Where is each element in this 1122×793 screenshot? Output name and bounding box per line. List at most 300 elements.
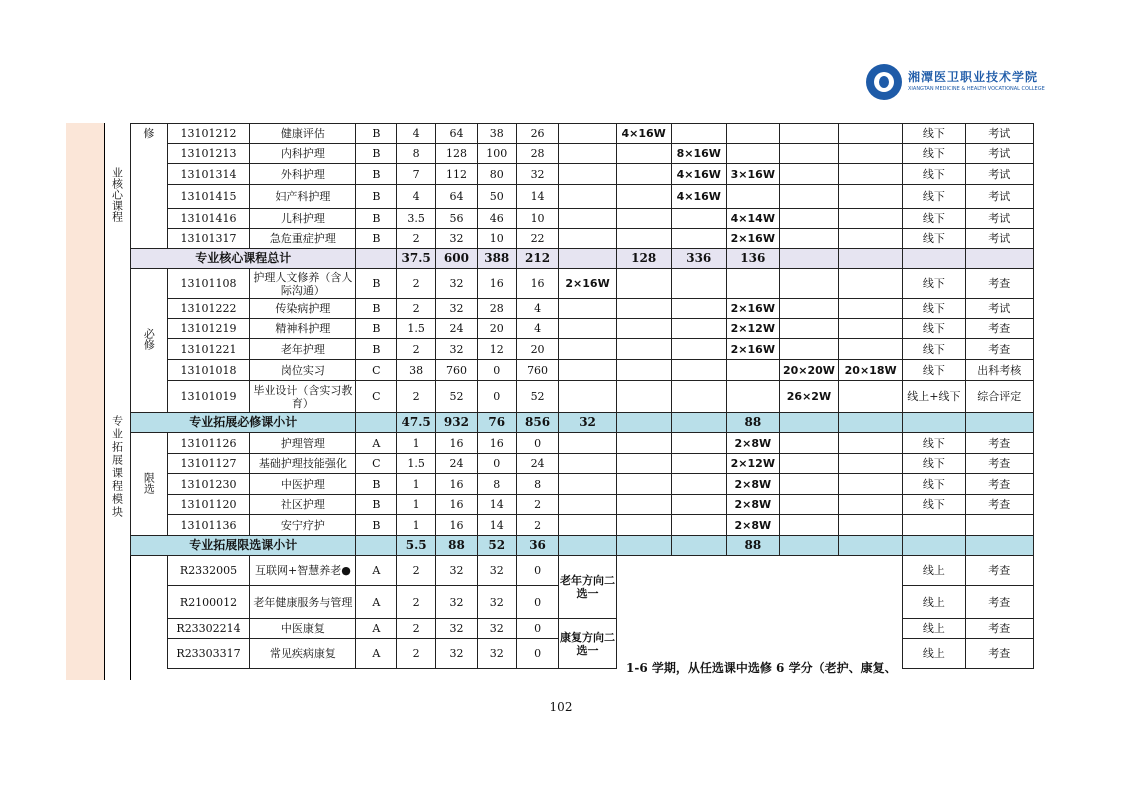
semester-4: 88 [726, 413, 779, 433]
course-code: 13101416 [167, 209, 250, 229]
course-name: 老年健康服务与管理 [250, 586, 356, 619]
total-hours: 16 [436, 515, 478, 536]
course-name: 外科护理 [250, 164, 356, 185]
semester-6 [839, 269, 903, 299]
semester-5: 26×2W [779, 381, 838, 413]
assessment: 考试 [965, 164, 1033, 185]
course-code: 13101317 [167, 229, 250, 249]
practice-hours: 0 [516, 433, 559, 454]
semester-2 [616, 495, 671, 515]
semester-2 [616, 144, 671, 164]
total-hours: 32 [436, 269, 478, 299]
semester-4: 2×12W [726, 319, 779, 339]
semester-5 [779, 454, 838, 474]
credit: 2 [397, 381, 436, 413]
total-hours: 56 [436, 209, 478, 229]
semester-6 [839, 495, 903, 515]
semester-6 [839, 144, 903, 164]
semester-3 [671, 360, 726, 381]
subtotal-row [104, 536, 1034, 556]
semester-5 [779, 144, 838, 164]
practice-hours: 760 [516, 360, 559, 381]
category: B [356, 144, 397, 164]
theory-hours: 16 [477, 269, 516, 299]
module-label-expansion [104, 269, 131, 669]
semester-4: 2×8W [726, 515, 779, 536]
semester-4 [726, 360, 779, 381]
semester-5 [779, 269, 838, 299]
assessment: 考查 [965, 474, 1033, 495]
theory-hours: 14 [477, 515, 516, 536]
theory-hours: 8 [477, 474, 516, 495]
course-name: 常见疾病康复 [250, 639, 356, 669]
theory-hours: 0 [477, 360, 516, 381]
course-code: 13101120 [167, 495, 250, 515]
theory-hours: 20 [477, 319, 516, 339]
total-hours: 16 [436, 474, 478, 495]
semester-6 [839, 209, 903, 229]
semester-3 [671, 413, 726, 433]
total-hours: 32 [436, 639, 478, 669]
category: A [356, 556, 397, 586]
category: B [356, 299, 397, 319]
semester-3 [671, 269, 726, 299]
theory-hours: 0 [477, 454, 516, 474]
category: A [356, 586, 397, 619]
total-hours: 600 [436, 249, 478, 269]
semester-3 [671, 454, 726, 474]
course-code: 13101213 [167, 144, 250, 164]
semester-1 [559, 339, 616, 360]
credit: 1 [397, 433, 436, 454]
semester-6 [839, 185, 903, 209]
theory-hours: 100 [477, 144, 516, 164]
semester-4 [726, 185, 779, 209]
theory-hours: 388 [477, 249, 516, 269]
semester-5 [779, 209, 838, 229]
theory-hours: 32 [477, 639, 516, 669]
semester-6 [839, 299, 903, 319]
teaching-mode: 线下 [903, 185, 965, 209]
total-hours: 64 [436, 124, 478, 144]
semester-6 [839, 319, 903, 339]
practice-hours: 14 [516, 185, 559, 209]
course-code: 13101212 [167, 124, 250, 144]
semester-5 [779, 433, 838, 454]
total-hours: 32 [436, 556, 478, 586]
teaching-mode: 线上+线下 [903, 381, 965, 413]
table-row [104, 360, 1034, 381]
semester-6 [839, 124, 903, 144]
semester-3 [671, 124, 726, 144]
semester-2 [616, 536, 671, 556]
credit: 4 [397, 124, 436, 144]
theory-hours: 50 [477, 185, 516, 209]
total-hours: 128 [436, 144, 478, 164]
category: B [356, 124, 397, 144]
teaching-mode: 线上 [903, 556, 965, 586]
teaching-mode: 线下 [903, 339, 965, 360]
total-hours: 88 [436, 536, 478, 556]
semester-6 [839, 515, 903, 536]
theory-hours: 76 [477, 413, 516, 433]
credit: 5.5 [397, 536, 436, 556]
semester-5 [779, 249, 838, 269]
subtotal-row [104, 413, 1034, 433]
semester-2 [616, 413, 671, 433]
type-label [131, 269, 168, 413]
semester-1 [559, 319, 616, 339]
semester-4: 2×8W [726, 433, 779, 454]
table-row [104, 269, 1034, 299]
table-row [104, 556, 1034, 586]
assessment [965, 249, 1033, 269]
teaching-mode [903, 249, 965, 269]
assessment: 考查 [965, 339, 1033, 360]
semester-1: 2×16W [559, 269, 616, 299]
practice-hours: 52 [516, 381, 559, 413]
course-name: 社区护理 [250, 495, 356, 515]
teaching-mode: 线下 [903, 124, 965, 144]
assessment: 考查 [965, 269, 1033, 299]
assessment: 考试 [965, 209, 1033, 229]
assessment: 考查 [965, 319, 1033, 339]
semester-6 [839, 536, 903, 556]
semester-6 [839, 339, 903, 360]
semester-5 [779, 229, 838, 249]
semester-2 [616, 433, 671, 454]
practice-hours: 36 [516, 536, 559, 556]
semester-6 [839, 164, 903, 185]
total-hours: 112 [436, 164, 478, 185]
practice-hours: 2 [516, 515, 559, 536]
table-row [104, 164, 1034, 185]
semester-4 [726, 124, 779, 144]
course-code: R23302214 [167, 619, 250, 639]
total-hours: 16 [436, 495, 478, 515]
assessment: 考试 [965, 229, 1033, 249]
table-row [104, 209, 1034, 229]
semester-4: 136 [726, 249, 779, 269]
semester-1 [559, 360, 616, 381]
theory-hours: 0 [477, 381, 516, 413]
semester-4: 2×16W [726, 229, 779, 249]
total-label: 专业核心课程总计 [131, 249, 356, 269]
table-row [104, 339, 1034, 360]
category [356, 536, 397, 556]
semester-1 [559, 209, 616, 229]
credit: 37.5 [397, 249, 436, 269]
semester-4: 2×16W [726, 299, 779, 319]
semester-3: 8×16W [671, 144, 726, 164]
semester-1 [559, 474, 616, 495]
course-name: 健康评估 [250, 124, 356, 144]
category: B [356, 164, 397, 185]
direction-rehab: 康复方向二选一 [559, 619, 616, 669]
table-row [104, 319, 1034, 339]
semester-4 [726, 144, 779, 164]
semester-2 [616, 229, 671, 249]
subtotal-label: 专业拓展必修课小计 [131, 413, 356, 433]
teaching-mode: 线下 [903, 433, 965, 454]
practice-hours: 856 [516, 413, 559, 433]
semester-1 [559, 299, 616, 319]
course-name: 传染病护理 [250, 299, 356, 319]
theory-hours: 10 [477, 229, 516, 249]
teaching-mode: 线上 [903, 639, 965, 669]
semester-2 [616, 360, 671, 381]
teaching-mode: 线下 [903, 144, 965, 164]
category: A [356, 619, 397, 639]
practice-hours: 0 [516, 619, 559, 639]
type-label: 修 [131, 124, 168, 249]
semester-1 [559, 185, 616, 209]
semester-3 [671, 515, 726, 536]
course-name: 中医护理 [250, 474, 356, 495]
assessment: 考查 [965, 433, 1033, 454]
subtotal-label: 专业拓展限选课小计 [131, 536, 356, 556]
semester-5 [779, 536, 838, 556]
theory-hours: 12 [477, 339, 516, 360]
semester-2 [616, 299, 671, 319]
course-code: 13101019 [167, 381, 250, 413]
teaching-mode: 线下 [903, 269, 965, 299]
semester-3: 4×16W [671, 185, 726, 209]
course-name: 老年护理 [250, 339, 356, 360]
semester-2 [616, 319, 671, 339]
semester-6: 20×18W [839, 360, 903, 381]
credit: 2 [397, 619, 436, 639]
course-code: 13101136 [167, 515, 250, 536]
category: C [356, 454, 397, 474]
theory-hours: 52 [477, 536, 516, 556]
course-name: 内科护理 [250, 144, 356, 164]
credit: 2 [397, 586, 436, 619]
course-name: 护理管理 [250, 433, 356, 454]
semester-4: 4×14W [726, 209, 779, 229]
semester-6 [839, 413, 903, 433]
assessment [965, 413, 1033, 433]
teaching-mode: 线下 [903, 454, 965, 474]
assessment: 考查 [965, 556, 1033, 586]
semester-1 [559, 124, 616, 144]
semester-5 [779, 474, 838, 495]
semester-4: 2×8W [726, 474, 779, 495]
credit: 1 [397, 515, 436, 536]
total-hours: 24 [436, 319, 478, 339]
total-hours: 16 [436, 433, 478, 454]
table-row [104, 515, 1034, 536]
semester-4 [726, 269, 779, 299]
direction-elder: 老年方向二选一 [559, 556, 616, 619]
course-name: 护理人文修养（含人际沟通） [250, 269, 356, 299]
semester-5 [779, 319, 838, 339]
table-row [104, 229, 1034, 249]
semester-3 [671, 381, 726, 413]
semester-2 [616, 339, 671, 360]
course-code: 13101222 [167, 299, 250, 319]
type-label-text: 限选 [142, 471, 156, 494]
curriculum-table [104, 123, 1034, 669]
category: B [356, 185, 397, 209]
credit: 2 [397, 639, 436, 669]
total-row [104, 249, 1034, 269]
semester-2 [616, 209, 671, 229]
semester-3 [671, 474, 726, 495]
semester-1 [559, 249, 616, 269]
assessment: 考查 [965, 454, 1033, 474]
semester-1 [559, 381, 616, 413]
practice-hours: 26 [516, 124, 559, 144]
semester-5 [779, 185, 838, 209]
table-row [104, 433, 1034, 454]
theory-hours: 32 [477, 556, 516, 586]
course-code: 13101230 [167, 474, 250, 495]
semester-4 [726, 381, 779, 413]
teaching-mode: 线下 [903, 209, 965, 229]
semester-5 [779, 413, 838, 433]
category [356, 413, 397, 433]
category: B [356, 209, 397, 229]
semester-5: 20×20W [779, 360, 838, 381]
teaching-mode [903, 536, 965, 556]
teaching-mode: 线上 [903, 586, 965, 619]
semester-1 [559, 515, 616, 536]
semester-1 [559, 495, 616, 515]
semester-4: 2×8W [726, 495, 779, 515]
semester-4: 3×16W [726, 164, 779, 185]
course-name: 基础护理技能强化 [250, 454, 356, 474]
assessment: 考查 [965, 639, 1033, 669]
total-hours: 64 [436, 185, 478, 209]
assessment: 考查 [965, 619, 1033, 639]
college-logo [866, 64, 1045, 104]
theory-hours: 32 [477, 586, 516, 619]
module-core-text: 业核心课程 [110, 167, 124, 222]
credit: 1 [397, 474, 436, 495]
category [356, 249, 397, 269]
total-hours: 24 [436, 454, 478, 474]
credit: 3.5 [397, 209, 436, 229]
practice-hours: 8 [516, 474, 559, 495]
semester-5 [779, 299, 838, 319]
category: A [356, 639, 397, 669]
course-code: 13101314 [167, 164, 250, 185]
credit: 7 [397, 164, 436, 185]
semester-2 [616, 454, 671, 474]
course-code: 13101127 [167, 454, 250, 474]
semester-6 [839, 433, 903, 454]
table-row [104, 495, 1034, 515]
table-row [104, 144, 1034, 164]
type-label-text: 必修 [142, 328, 156, 350]
course-name: 安宁疗护 [250, 515, 356, 536]
practice-hours: 212 [516, 249, 559, 269]
category: B [356, 495, 397, 515]
assessment [965, 515, 1033, 536]
page-number: 102 [549, 700, 573, 714]
semester-3 [671, 209, 726, 229]
module-label-core [104, 124, 131, 269]
logo-chinese-name: 湘潭医卫职业技术学院 [908, 70, 1039, 84]
teaching-mode: 线上 [903, 619, 965, 639]
semester-1 [559, 536, 616, 556]
practice-hours: 0 [516, 639, 559, 669]
semester-1: 32 [559, 413, 616, 433]
semester-1 [559, 144, 616, 164]
credit: 1.5 [397, 454, 436, 474]
practice-hours: 28 [516, 144, 559, 164]
semester-2 [616, 474, 671, 495]
course-code: 13101018 [167, 360, 250, 381]
category: B [356, 269, 397, 299]
credit: 2 [397, 269, 436, 299]
category: B [356, 515, 397, 536]
teaching-mode: 线下 [903, 229, 965, 249]
practice-hours: 0 [516, 556, 559, 586]
course-code: 13101126 [167, 433, 250, 454]
semester-2: 128 [616, 249, 671, 269]
assessment: 考查 [965, 495, 1033, 515]
semester-2 [616, 269, 671, 299]
practice-hours: 4 [516, 319, 559, 339]
table-row [104, 299, 1034, 319]
teaching-mode: 线下 [903, 474, 965, 495]
course-code: 13101108 [167, 269, 250, 299]
semester-3: 336 [671, 249, 726, 269]
teaching-mode [903, 413, 965, 433]
total-hours: 32 [436, 299, 478, 319]
credit: 38 [397, 360, 436, 381]
semester-5 [779, 495, 838, 515]
practice-hours: 2 [516, 495, 559, 515]
credit: 2 [397, 556, 436, 586]
semester-1 [559, 164, 616, 185]
semester-6 [839, 381, 903, 413]
elective-note: 1-6 学期，从任选课中选修 6 学分（老护、康复、 [626, 661, 897, 675]
semester-2 [616, 381, 671, 413]
teaching-mode [903, 515, 965, 536]
practice-hours: 24 [516, 454, 559, 474]
teaching-mode: 线下 [903, 299, 965, 319]
table-row [104, 124, 1034, 144]
theory-hours: 16 [477, 433, 516, 454]
semester-6 [839, 474, 903, 495]
course-name: 岗位实习 [250, 360, 356, 381]
practice-hours: 10 [516, 209, 559, 229]
college-emblem-icon [866, 64, 902, 100]
semester-4: 2×12W [726, 454, 779, 474]
category: B [356, 319, 397, 339]
assessment: 出科考核 [965, 360, 1033, 381]
theory-hours: 46 [477, 209, 516, 229]
practice-hours: 4 [516, 299, 559, 319]
semester-2 [616, 164, 671, 185]
course-code: 13101221 [167, 339, 250, 360]
course-name: 毕业设计（含实习教育） [250, 381, 356, 413]
semester-3 [671, 339, 726, 360]
course-code: R2100012 [167, 586, 250, 619]
type-label [131, 433, 168, 536]
total-hours: 32 [436, 586, 478, 619]
semester-2 [616, 185, 671, 209]
semester-1 [559, 454, 616, 474]
semester-5 [779, 164, 838, 185]
semester-3 [671, 433, 726, 454]
assessment [965, 536, 1033, 556]
credit: 2 [397, 299, 436, 319]
theory-hours: 80 [477, 164, 516, 185]
